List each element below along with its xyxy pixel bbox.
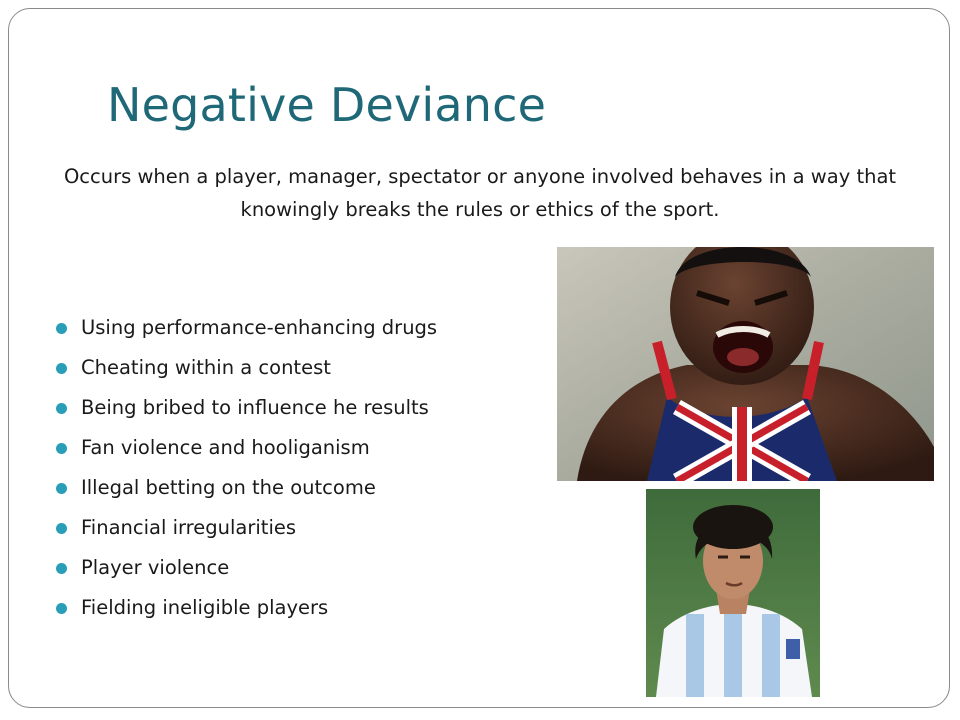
bullet-text: Cheating within a contest [81,356,331,379]
bullet-text: Fielding ineligible players [81,596,329,619]
bullet-dot [56,603,67,614]
bullet-item [56,588,437,628]
slide-title: Negative Deviance [107,78,547,132]
bullet-dot [56,523,67,534]
bullet-dot [56,483,67,494]
bullet-dot [56,363,67,374]
bullet-text: Using performance-enhancing drugs [81,316,438,339]
bullet-item [56,428,437,468]
bullet-item [56,468,437,508]
bullet-text: Being bribed to influence he results [81,396,429,419]
bullet-item [56,548,437,588]
bullet-dot [56,323,67,334]
bullet-dot [56,563,67,574]
sprinter-photo [557,247,934,481]
bullet-text: Illegal betting on the outcome [81,476,376,499]
footballer-photo [646,489,820,697]
bullet-item [56,348,437,388]
slide-subtitle: Occurs when a player, manager, spectator or anyone involved behaves in a way that knowingly breaks the rules or ethics of the sport. [63,165,897,221]
bullet-item [56,508,437,548]
bullet-dot [56,443,67,454]
bullet-text: Fan violence and hooliganism [81,436,370,459]
bullet-dot [56,403,67,414]
bullet-text: Player violence [81,556,230,579]
bullet-item [56,308,437,348]
bullet-list [56,308,437,628]
bullet-text: Financial irregularities [81,516,297,539]
bullet-item [56,388,437,428]
